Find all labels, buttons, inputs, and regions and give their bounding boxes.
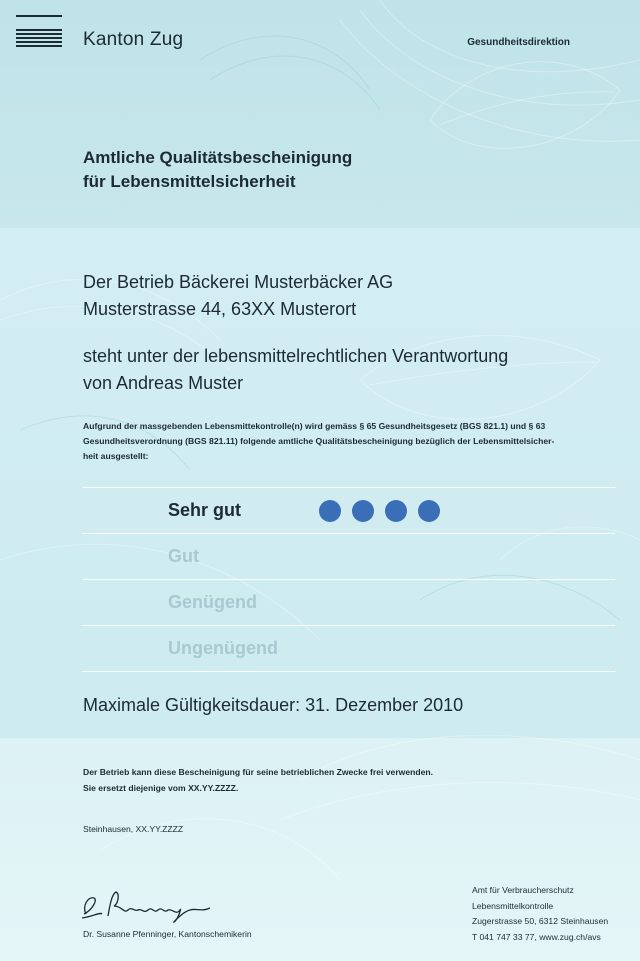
validity-period: Maximale Gültigkeitsdauer: 31. Dezember 2010: [83, 695, 464, 715]
signature-image: [78, 884, 218, 924]
legal-line-2: Gesundheitsverordnung (BGS 821.11) folgende amtliche Qualitätsbescheinigung bezüglich der Lebensmittelsicher-: [83, 436, 555, 446]
rating-dots: [319, 500, 451, 527]
rating-row-gut: [83, 533, 615, 579]
company-address: Musterstrasse 44, 63XX Musterort: [83, 299, 357, 319]
brand-name: Kanton Zug: [83, 29, 184, 50]
rating-label-ungenuegend: Ungenügend: [168, 638, 278, 658]
title-line-1: Amtliche Qualitätsbescheinigung: [83, 148, 353, 167]
rating-row-genuegend: [83, 579, 615, 625]
company-name: Der Betrieb Bäckerei Musterbäcker AG: [83, 272, 394, 292]
rating-row-ungenuegend: [83, 625, 615, 672]
legal-line-1: Aufgrund der massgebenden Lebensmittekontrolle(n) wird gemäss § 65 Gesundheitsgesetz (BGS 821.1) und § 63: [83, 421, 546, 431]
address-line-2: Lebensmittelkontrolle: [472, 900, 554, 911]
address-line-1: Amt für Verbraucherschutz: [472, 885, 574, 895]
legal-line-3: heit ausgestellt:: [83, 451, 149, 461]
certificate-title: [83, 146, 352, 194]
address-line-4: T 041 747 33 77, www.zug.ch/avs: [472, 931, 601, 942]
office-address: [472, 883, 608, 945]
title-line-2: für Lebensmittelsicherheit: [83, 172, 296, 191]
rating-label-genuegend: Genügend: [168, 592, 257, 612]
rating-row-sehr-gut: [83, 487, 615, 533]
company-block: [83, 269, 393, 323]
usage-note: [83, 764, 433, 796]
rating-label-gut: Gut: [168, 546, 199, 566]
responsibility-block: [83, 343, 508, 397]
usage-note-line-1: Der Betrieb kann diese Bescheinigung für seine betrieblichen Zwecke frei verwenden.: [83, 767, 434, 777]
rating-dot-icon: [352, 500, 374, 522]
department-name: Gesundheitsdirektion: [467, 37, 570, 48]
kanton-logo-icon: [16, 15, 62, 49]
rating-dot-icon: [418, 500, 440, 522]
rating-dot-icon: [385, 500, 407, 522]
place-date: Steinhausen, XX.YY.ZZZZ: [83, 824, 184, 834]
usage-note-line-2: Sie ersetzt diejenige vom XX.YY.ZZZZ.: [83, 783, 239, 793]
rating-dot-icon: [319, 500, 341, 522]
rating-scale: [83, 487, 615, 672]
address-line-3: Zugerstrasse 50, 6312 Steinhausen: [472, 916, 609, 926]
rating-label-sehr-gut: Sehr gut: [168, 500, 242, 520]
responsibility-line-2: von Andreas Muster: [83, 373, 244, 393]
signer-name: Dr. Susanne Pfenninger, Kantonschemikerin: [83, 929, 252, 939]
legal-text: [83, 419, 603, 464]
responsibility-line-1: steht unter der lebensmittelrechtlichen Verantwortung: [83, 346, 509, 366]
